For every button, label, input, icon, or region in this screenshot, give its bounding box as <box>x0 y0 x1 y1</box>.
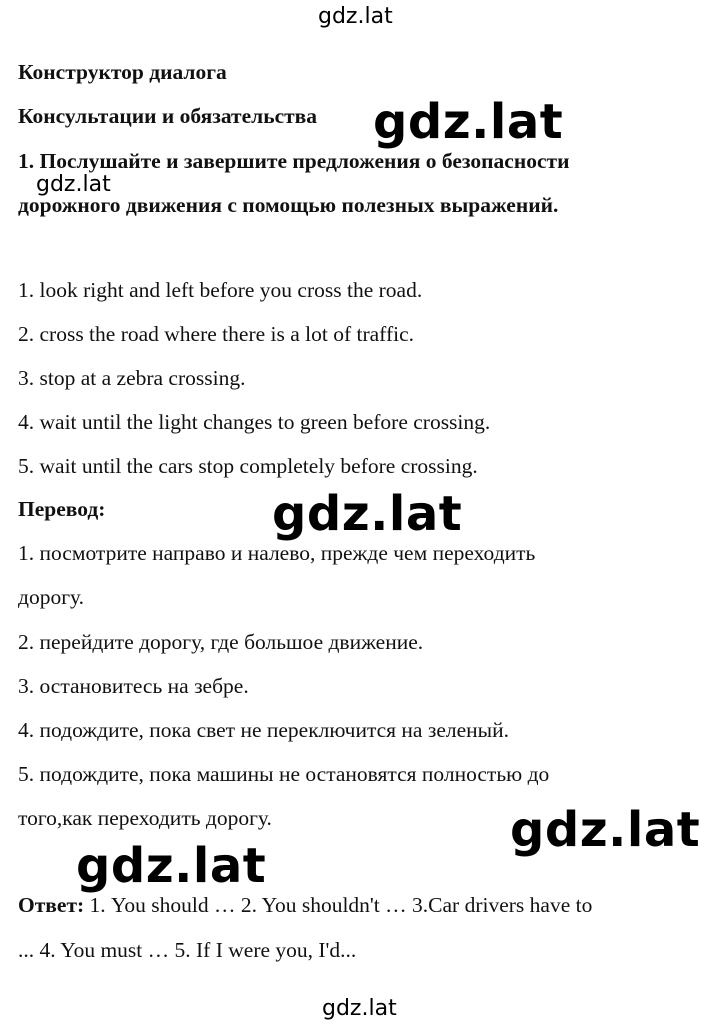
translation-line-7: того,как переходить дорогу. <box>18 806 272 830</box>
answer-line-2: ... 4. You must … 5. If I were you, I'd... <box>18 938 357 962</box>
english-sentence-3: 3. stop at a zebra crossing. <box>18 366 246 390</box>
translation-line-1: 1. посмотрите направо и налево, прежде чем переходить <box>18 541 536 565</box>
answer-line-1 <box>18 893 592 918</box>
answer-label: Ответ: <box>18 893 85 917</box>
watermark: gdz.lat <box>272 486 463 542</box>
english-sentence-4: 4. wait until the light changes to green before crossing. <box>18 410 491 434</box>
watermark: gdz.lat <box>76 838 267 894</box>
watermark: gdz.lat <box>373 94 564 150</box>
answer-text-1: 1. You should … 2. You shouldn't … 3.Car drivers have to <box>84 893 593 917</box>
translation-label: Перевод: <box>18 497 106 521</box>
english-sentence-5: 5. wait until the cars stop completely before crossing. <box>18 454 478 478</box>
translation-line-2: дорогу. <box>18 585 84 609</box>
watermark: gdz.lat <box>510 802 701 858</box>
translation-line-4: 3. остановитесь на зебре. <box>18 674 249 698</box>
page-title: Конструктор диалога <box>18 60 227 84</box>
translation-line-6: 5. подождите, пока машины не остановятся полностью до <box>18 762 550 786</box>
watermark-top: gdz.lat <box>318 4 393 29</box>
translation-line-3: 2. перейдите дорогу, где большое движение. <box>18 630 424 654</box>
english-sentence-1: 1. look right and left before you cross the road. <box>18 278 423 302</box>
watermark-bottom: gdz.lat <box>322 996 397 1021</box>
translation-line-5: 4. подождите, пока свет не переключится на зеленый. <box>18 718 509 742</box>
task-instruction-line2: дорожного движения с помощью полезных выражений. <box>18 193 559 217</box>
english-sentence-2: 2. cross the road where there is a lot of traffic. <box>18 322 415 346</box>
task-instruction-line1: 1. Послушайте и завершите предложения о безопасности <box>18 149 570 173</box>
watermark: gdz.lat <box>36 172 111 197</box>
section-subtitle: Консультации и обязательства <box>18 104 318 128</box>
